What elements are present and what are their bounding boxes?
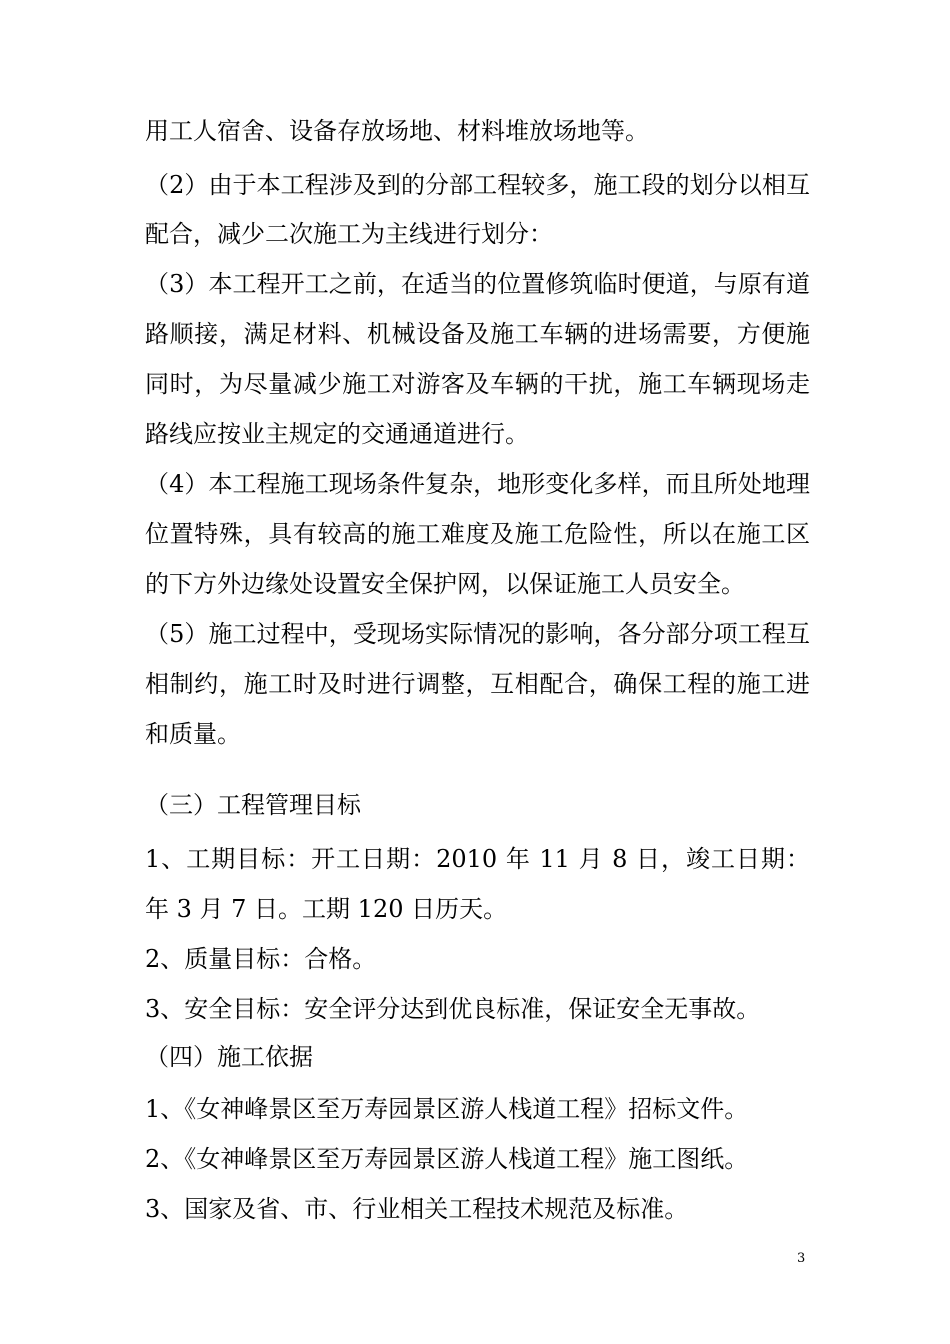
text-line-22: 3、国家及省、市、行业相关工程技术规范及标准。: [145, 1195, 689, 1223]
text-line-17: 2、质量目标：合格。: [145, 945, 377, 973]
text-line-16: 年 3 月 7 日。工期 120 日历天。: [145, 895, 508, 923]
text-line-10: 的下方外边缘处设置安全保护网，以保证施工人员安全。: [145, 570, 745, 598]
text-line-3: 配合，减少二次施工为主线进行划分：: [145, 220, 553, 248]
text-line-11: （5）施工过程中，受现场实际情况的影响，各分部分项工程互: [145, 620, 810, 648]
text-line-18: 3、安全目标：安全评分达到优良标准，保证安全无事故。: [145, 995, 761, 1023]
text-line-8: （4）本工程施工现场条件复杂，地形变化多样，而且所处地理: [145, 470, 810, 498]
text-line-1: 用工人宿舍、设备存放场地、材料堆放场地等。: [145, 117, 649, 145]
text-line-6: 同时，为尽量减少施工对游客及车辆的干扰，施工车辆现场走: [145, 370, 810, 398]
text-line-4: （3）本工程开工之前，在适当的位置修筑临时便道，与原有道: [145, 270, 810, 298]
text-line-2: （2）由于本工程涉及到的分部工程较多，施工段的划分以相互: [145, 171, 810, 199]
text-line-5: 路顺接，满足材料、机械设备及施工车辆的进场需要，方便施: [145, 320, 810, 348]
text-line-15: 1、工期目标：开工日期：2010 年 11 月 8 日，竣工日期：: [145, 845, 810, 873]
text-line-21: 2、《女神峰景区至万寿园景区游人栈道工程》施工图纸。: [145, 1145, 749, 1173]
page-number: 3: [797, 1251, 806, 1266]
section-heading-4: （四）施工依据: [145, 1043, 313, 1071]
text-line-13: 和质量。: [145, 720, 241, 748]
text-line-20: 1、《女神峰景区至万寿园景区游人栈道工程》招标文件。: [145, 1095, 749, 1123]
text-line-7: 路线应按业主规定的交通通道进行。: [145, 420, 529, 448]
text-line-12: 相制约，施工时及时进行调整，互相配合，确保工程的施工进: [145, 670, 810, 698]
text-line-9: 位置特殊，具有较高的施工难度及施工危险性，所以在施工区: [145, 520, 810, 548]
section-heading-3: （三）工程管理目标: [145, 791, 361, 819]
